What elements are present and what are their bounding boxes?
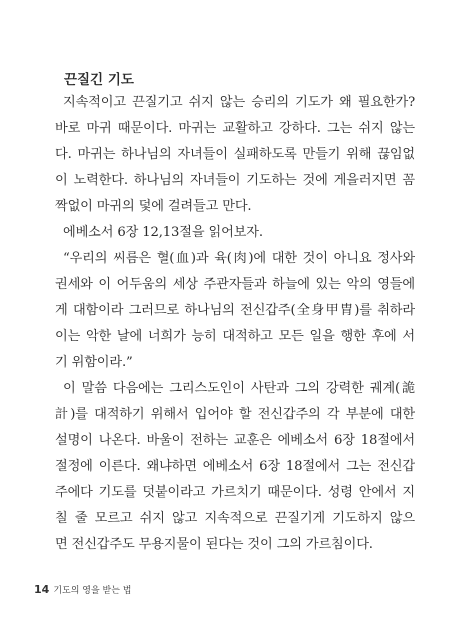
page-number: 14: [34, 583, 50, 596]
text-line: 에베소서 6장 12,13절을 읽어보자.: [63, 225, 263, 240]
text-line: 짝없이 마귀의 덫에 걸려들고 만다.: [55, 199, 252, 214]
text-line: 이 말씀 다음에는 그리스도인이 사탄과 그의 강력한 궤계(詭: [63, 381, 415, 396]
text-line: 칠 줄 모르고 쉬지 않고 지속적으로 끈질기게 기도하지 않으: [55, 511, 415, 526]
text-line: 기 위함이라.”: [55, 355, 133, 370]
body-text: [55, 90, 415, 558]
text-line: 이 노력한다. 하나님의 자녀들이 기도하는 것에 게을러지면 꼼: [55, 173, 415, 188]
text-line: “우리의 씨름은 혈(血)과 육(肉)에 대한 것이 아니요 정사와: [63, 251, 415, 266]
text-line: 지속적이고 끈질기고 쉬지 않는 승리의 기도가 왜 필요한가?: [63, 95, 415, 110]
text-line: 다. 마귀는 하나님의 자녀들이 실패하도록 만들기 위해 끊임없: [55, 147, 415, 162]
text-line: 計)를 대적하기 위해서 입어야 할 전신갑주의 각 부분에 대한: [55, 407, 415, 422]
text-line: 주에다 기도를 덧붙이라고 가르치기 때문이다. 성령 안에서 지: [55, 485, 415, 500]
text-line: 이는 악한 날에 너희가 능히 대적하고 모든 일을 행한 후에 서: [55, 329, 415, 344]
text-line: 게 대함이라 그러므로 하나님의 전신갑주(全身甲胄)를 취하라: [55, 303, 415, 318]
text-line: 설명이 나온다. 바울이 전하는 교훈은 에베소서 6장 18절에서: [55, 433, 415, 448]
page-footer: [34, 583, 131, 596]
text-line: 면 전신갑주도 무용지물이 된다는 것이 그의 가르침이다.: [55, 537, 373, 552]
section-heading: 끈질긴 기도: [64, 72, 134, 88]
text-line: 바로 마귀 때문이다. 마귀는 교활하고 강하다. 그는 쉬지 않는: [55, 121, 415, 136]
book-title: 기도의 영을 받는 법: [53, 586, 132, 596]
text-line: 절정에 이른다. 왜냐하면 에베소서 6장 18절에서 그는 전신갑: [55, 459, 415, 474]
text-line: 권세와 이 어두움의 세상 주관자들과 하늘에 있는 악의 영들에: [55, 277, 415, 292]
